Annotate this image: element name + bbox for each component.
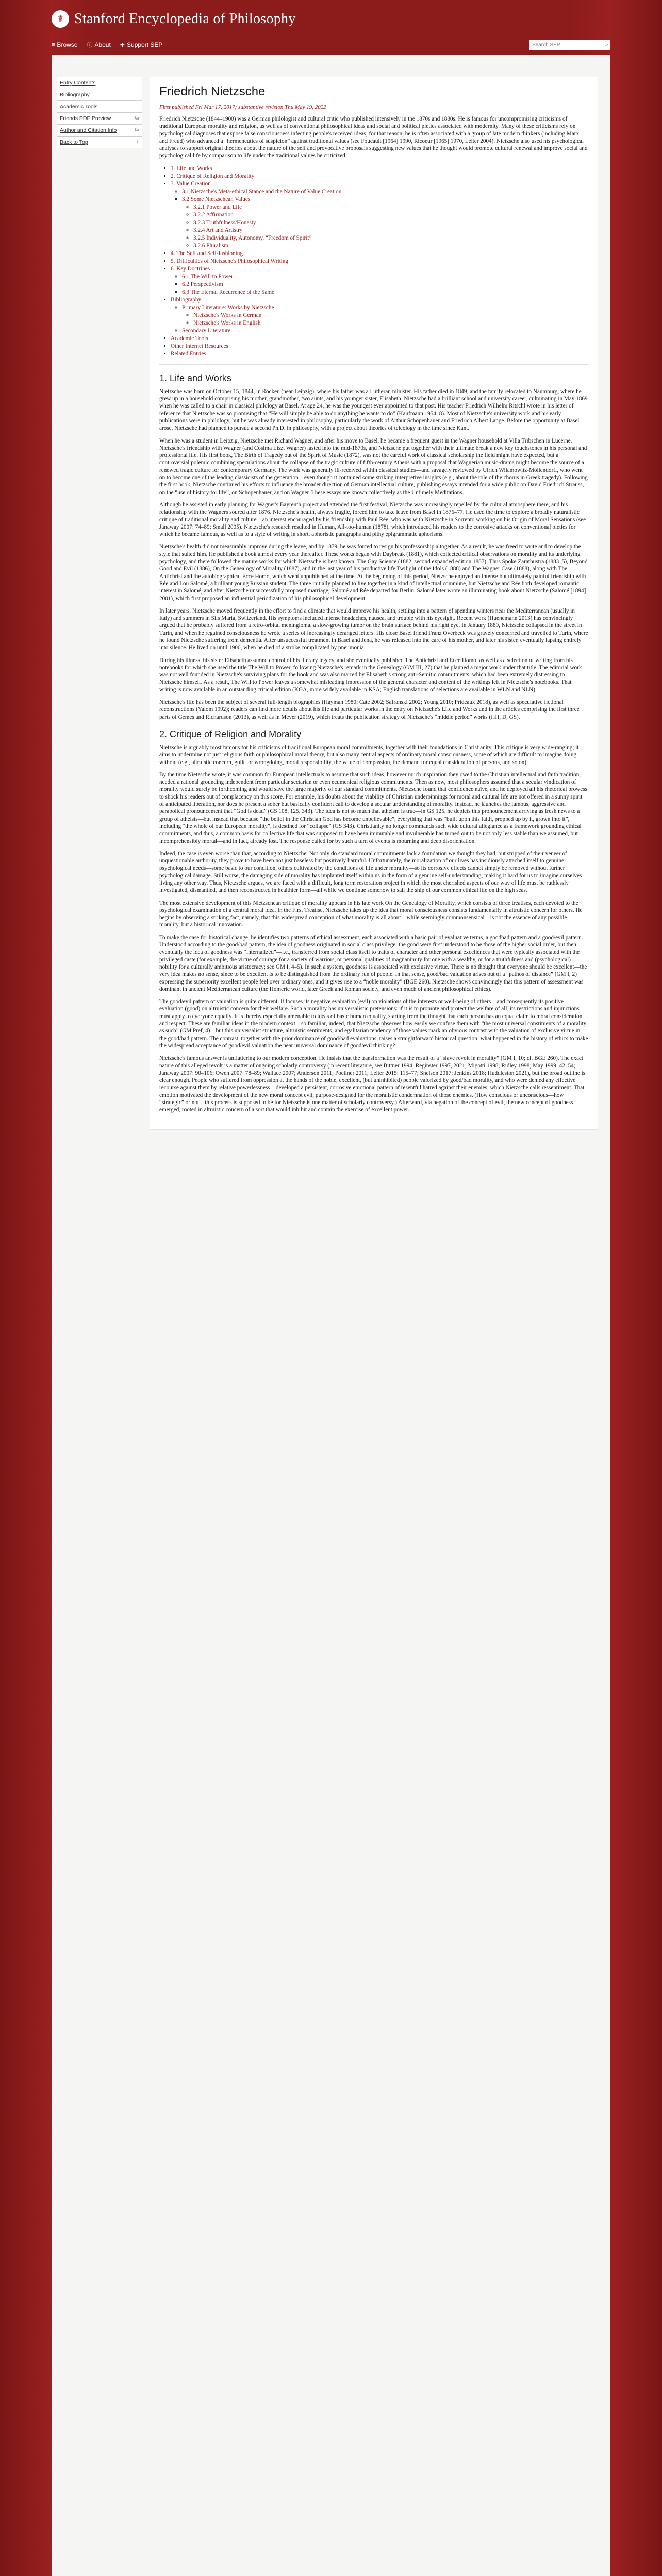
- nav-about[interactable]: [87, 41, 110, 49]
- sidebar-item-back-to-top[interactable]: [57, 136, 142, 148]
- toc-link[interactable]: 3.2.5 Individuality, Autonomy, “Freedom of Spirit”: [193, 234, 312, 241]
- toc-link[interactable]: 6.2 Perspectivism: [182, 281, 223, 287]
- toc-link[interactable]: 3.2.2 Affirmation: [193, 211, 234, 218]
- toc-link[interactable]: Nietzsche's Works in German: [193, 312, 262, 318]
- nav-browse-label: Browse: [57, 41, 78, 48]
- body-paragraph: Indeed, the case is even worse than that, according to Nietzsche. Not only do standard moral commitments lack a foundation we thought they had, but stripped of their veneer of unquestionable authority, they prove to have been not just baseless but positively harmful. Unfortunately, the moralization of our lives has insidiously attached itself to genuine psychological needs—some basic to our condition, others cultivated by the conditions of life under morality—so its corrosive effects cannot simply be removed without further psychological damage. Still worse, the damaging side of morality has implanted itself within us in the form of a genuine self-understanding, making it hard for us to imagine ourselves living any other way. Thus, Nietzsche argues, we are faced with a difficult, long term restoration project in which the most cherished aspects of our way of life must be ruthlessly investigated, dismantled, and then reconstructed in healthier form—all while we continue somehow to sail the ship of our common ethical life on the high seas.: [159, 850, 582, 894]
- toc-link[interactable]: Bibliography: [171, 296, 202, 303]
- toc-link[interactable]: 5. Difficulties of Nietzsche's Philosophical Writing: [171, 258, 288, 264]
- toc-link[interactable]: 3.1 Nietzsche's Meta-ethical Stance and the Nature of Value Creation: [182, 188, 342, 195]
- sidebar-link[interactable]: Author and Citation Info: [60, 127, 117, 133]
- entry-title: Friedrich Nietzsche: [159, 84, 266, 98]
- top-navbar: [52, 37, 610, 53]
- toc-link[interactable]: 6.1 The Will to Power: [182, 273, 233, 280]
- search-input[interactable]: [531, 42, 605, 48]
- body-paragraph: Nietzsche's life has been the subject of several full-length biographies (Hayman 1980; Cate 2002; Safranski 2002; Young 2010; Prideaux 2018), as well as speculative fictional reconstructions (Yalom 1992); readers can find more details about his life and particular works in the entry on Nietzsche's Life and Works and in the articles comprising the first three parts of Gemes and Richardson (2013), as well as in Meyer (2019), which treats the publication strategy of Nietzsche's “middle period” works (HH, D, GS).: [159, 699, 580, 720]
- site-logo[interactable]: [52, 10, 296, 28]
- toc-link[interactable]: Academic Tools: [171, 335, 208, 342]
- section-heading: 2. Critique of Religion and Morality: [159, 728, 302, 739]
- toc-link[interactable]: 3.2.4 Art and Artistry: [193, 227, 243, 233]
- divider: [159, 364, 588, 365]
- toc-link[interactable]: 3. Value Creation: [171, 180, 211, 187]
- page-body: [52, 55, 610, 2576]
- search-icon[interactable]: ⌕: [605, 41, 608, 48]
- body-paragraph: Nietzsche's famous answer is unflattering to our modern conception. He insists that the transformation was the result of a “slave revolt in morality” (GM I, 10; cf. BGE 260). The exact nature of this alleged revolt is a matter of ongoing scholarly controversy (in recent literature, see Bittner 1994; Reginster 1997, 2021; Migotti 1998; Ridley 1998; May 1999: 42–54; Janaway 2007: 90–106; Owen 2007: 78–89; Wallace 2007; Anderson 2011; Poellner 2011; Leiter 2015: 115–77; Snelson 2017; Jenkins 2018; Huddleston 2021), but the broad outline is clear enough. People who suffered from oppression at the hands of the noble, excellent, (but uninhibited) people valorized by good/bad morality, and who were denied any effective recourse against them by relative powerlessness—developed a persistent, corrosive emotional pattern of resentful hatred against their enemies, which Nietzsche calls ressentiment. That emotion motivated the development of the new moral concept evil, purpose-designed for the moralistic condemnation of those enemies. (How conscious or unconscious—how “strategic” or not—this process is supposed to be for Nietzsche is one matter of scholarly controversy.) Afterward, via negation of the concept of evil, the new concept of goodness emerged, rooted in altruistic concern of a sort that would inhibit and contain the exercise of excellent power.: [159, 1055, 586, 1113]
- sidebar-link[interactable]: Back to Top: [60, 139, 88, 145]
- sidebar-link[interactable]: Friends PDF Preview: [60, 115, 111, 122]
- nav-about-label: About: [94, 41, 111, 48]
- body-paragraph: The most extensive development of this Nietzschean critique of morality appears in his late work On the Genealogy of Morality, which consists of three treatises, each devoted to the psychological examination of a central moral idea. In the First Treatise, Nietzsche takes up the idea that moral consciousness consists fundamentally in altruistic concern for others. He begins by observing a striking fact, namely, that this widespread conception of what morality is all about—while seemingly commonsensical—is not the essence of any possible morality, but a historical innovation.: [159, 900, 583, 928]
- toc-link[interactable]: 3.2.6 Pluralism: [193, 242, 229, 249]
- sidebar-item-pdf-preview[interactable]: [57, 112, 142, 124]
- body-paragraph: The good/evil pattern of valuation is quite different. It focuses its negative evaluation (evil) on violations of the interests or well-being of others—and consequently its positive evaluation (good) on altruistic concern for their welfare. Such a morality has universalistic pretensions: if it is to promote and protect the welfare of all, its restrictions and injunctions must apply to everyone equally. It is thereby especially amenable to ideas of basic human equality, starting from the thought that each person has an equal claim to moral consideration and respect. These are familiar ideas in the modern context—so familiar, indeed, that Nietzsche observes how easily we confuse them with “the most universal constituents of a morality as such” (GM Pref, 4)—but this universalist structure, altruistic sentiments, and egalitarian tendency of those values mark an obvious contrast with the valuation of exclusive virtue in the good/bad pattern. The contrast, together with the prior dominance of good/bad evaluations, raises a straightforward historical question: what happened in the history of ethics to make the widespread acceptance of good/evil valuation the near universal dominance of good/evil thinking?: [159, 998, 588, 1049]
- body-paragraph: During his illness, his sister Elisabeth assumed control of his literary legacy, and she eventually published The Antichrist and Ecce Homo, as well as a selection of writing from his notebooks for which she used the title The Will to Power, following Nietzsche's remark in the Genealogy (GM III, 27) that he planned a major work under that title. The editorial work was not well founded in Nietzsche's surviving plans for the book and was also marred by Elisabeth's strong anti-Semitic commitments, which had been extremely distressing to Nietzsche himself. As a result, The Will to Power leaves a somewhat misleading impression of the general character and content of the writings left in Nietzsche's notebooks. That writing is now available in an outstanding critical edition (KGA, more widely available in KSA; English translations of selections are available in WLN and NLN).: [159, 657, 582, 693]
- toc-link[interactable]: 2. Critique of Religion and Morality: [171, 173, 255, 179]
- sidebar-item-academic-tools[interactable]: [57, 100, 142, 112]
- site-header: [0, 0, 662, 54]
- entry-sidebar: [57, 77, 142, 148]
- publication-info: First published Fri Mar 17, 2017; substantive revision Thu May 19, 2022: [159, 104, 326, 110]
- arrow-up-icon: ↑: [136, 139, 139, 145]
- info-icon: ⓘ: [87, 42, 93, 48]
- body-paragraph: When he was a student in Leipzig, Nietzsche met Richard Wagner, and after his move to Basel, he became a frequent guest in the Wagner household at Villa Tribschen in Lucerne. Nietzsche's friendship with Wagner (and Cosima Liszt Wagner) lasted into the mid-1870s, and Nietzsche put together with their ultimate break a new key touchstones in his personal and professional life. His first book, The Birth of Tragedy out of the Spirit of Music (1872), was not the careful work of classical scholarship the field might have expected, but a controversial polemic combining speculations about the collapse of the tragic culture of fifth-century Athens with a proposal that Wagnerian music-drama might become the source of a renewed tragic culture for contemporary Germany. The work was generally ill-received within classical studies—and savagely reviewed by Ulrich Wilamowitz-Möllendorff, who went on to become one of the leading classicists of the generation—even though it contained some striking interpretive insights (e.g., about the role of the chorus in Greek tragedy). Following the first book, Nietzsche continued his efforts to influence the broader direction of German intellectual culture, publishing essays intended for a wide public on David Friedrich Strauss, on the “use of history for life”, on Schopenhauer, and on Wagner. These essays are known collectively as the Untimely Meditations.: [159, 437, 588, 496]
- toc-link[interactable]: 6. Key Doctrines: [171, 265, 210, 272]
- nav-support[interactable]: [120, 41, 163, 48]
- body-paragraph: Nietzsche was born on October 15, 1844, in Röcken (near Leipzig), where his father was a Lutheran minister. His father died in 1849, and the family relocated to Naumburg, where he grew up in a household comprising his mother, grandmother, two aunts, and his younger sister, Elisabeth. Nietzsche had a brilliant school and university career, culminating in May 1869 when he was called to a chair in classical philology at Basel. At age 24, he was the youngest ever appointed to that post. His teacher Friedrich Wilhelm Ritschl wrote in his letter of reference that Nietzsche was so promising that “He will simply be able to do anything he wants to do” (Kaufmann 1954: 8). Most of Nietzsche's university work and his early publications were in philology, but he was already interested in philosophy, particularly the work of Arthur Schopenhauer and Friedrich Albert Lange. Before the opportunity at Basel arose, Nietzsche had planned to pursue a second Ph.D. in philosophy, with a project about theories of teleology in the time since Kant.: [159, 388, 588, 432]
- body-paragraph: Although he assisted in early planning for Wagner's Bayreuth project and attended the first festival, Nietzsche was increasingly repelled by the cultural atmosphere there, and his relationship with the Wagners soured after 1876. Nietzsche's health, always fragile, forced him to take leave from Basel in 1876–77. He used the time to explore a broadly naturalistic critique of traditional morality and culture—an interest encouraged by his friendship with Paul Rée, who was with Nietzsche in Sorrento working on his Origin of Moral Sensations (see Janaway 2007: 74–89; Small 2005). Nietzsche's research resulted in Human, All-too-human (1878), which introduced his readers to the corrosive attacks on conventional pieties for which he became famous, as well as to a style of writing in short, aphoristic paragraphs and pithy epigrammatic aphorisms.: [159, 501, 586, 538]
- external-link-icon: ⧉: [135, 127, 139, 133]
- toc-link[interactable]: Nietzsche's Works in English: [193, 319, 261, 326]
- toc-link[interactable]: Secondary Literature: [182, 327, 231, 334]
- body-paragraph: Nietzsche's health did not measurably improve during the leave, and by 1879, he was forced to resign his professorship altogether. As a result, he was freed to write and to develop the style that suited him. He published a book almost every year thereafter. These works began with Daybreak (1881), which collected critical observations on morality and its underlying psychology, and there followed the mature works for which Nietzsche is best known: The Gay Science (1882, second expanded edition 1887), Thus Spoke Zarathustra (1883–5), Beyond Good and Evil (1886), On the Genealogy of Morality (1887), and in the last year of his productive life Twilight of the Idols (1888) and The Wagner Case (1888), along with The Antichrist and the autobiographical Ecce Homo, which went unpublished at the time. At the beginning of this period, Nietzsche enjoyed an intense but ultimately painful friendship with Rée and Lou Salomé, a brilliant young Russian student. The three initially planned to live together in a kind of intellectual commune, but Nietzsche and Rée both developed romantic interest in Salomé, and after Nietzsche unsuccessfully proposed marriage, Salomé and Rée departed for Berlin. Salomé later wrote an illuminating book about Nietzsche (Salomé [1894] 2001), which first proposed an influential periodization of his philosophical development.: [159, 544, 588, 602]
- toc-link[interactable]: Related Entries: [171, 350, 206, 357]
- plus-icon: ✚: [120, 42, 125, 48]
- nav-browse[interactable]: [52, 41, 77, 48]
- body-paragraph: In later years, Nietzsche moved frequently in the effort to find a climate that would improve his health, settling into a pattern of spending winters near the Mediterranean (usually in Italy) and summers in Sils Maria, Switzerland. His symptoms included intense headaches, nausea, and trouble with his eyesight. Recent work (Huenemann 2013) has convincingly argued that he probably suffered from a retro-orbital meningioma, a slow-growing tumor on the brain surface behind his right eye. In January 1889, Nietzsche collapsed in the street in Turin, and when he regained consciousness he wrote a series of increasingly deranged letters. His close Basel friend Franz Overbeck was gravely concerned and travelled to Turin, where he found Nietzsche suffering from dementia. After unsuccessful treatment in Basel and Jena, he was released into the care of his mother, and later his sister, eventually lapsing entirely into silence. He lived on until 1900, when he died of a stroke complicated by pneumonia.: [159, 607, 588, 651]
- toc-link[interactable]: 6.3 The Eternal Recurrence of the Same: [182, 289, 275, 295]
- body-paragraph: Nietzsche is arguably most famous for his criticisms of traditional European moral commitments, together with their foundations in Christianity. This critique is very wide-ranging; it aims to undermine not just religious faith or philosophical moral theory, but also many central aspects of ordinary moral consciousness, some of which are difficult to imagine doing without (e.g., altruistic concern, guilt for wrongdoing, moral responsibility, the value of compassion, the demand for equal consideration of persons, and so on).: [159, 744, 579, 766]
- menu-icon: ≡: [52, 42, 55, 48]
- sidebar-item-bibliography[interactable]: [57, 89, 142, 100]
- toc-link[interactable]: Other Internet Resources: [171, 343, 228, 349]
- toc-link[interactable]: 3.2.3 Truthfulness/Honesty: [193, 219, 256, 226]
- sidebar-item-entry-contents[interactable]: [57, 77, 142, 89]
- toc-link[interactable]: 1. Life and Works: [171, 165, 212, 172]
- sidebar-link[interactable]: Entry Contents: [60, 80, 96, 86]
- sidebar-link[interactable]: Academic Tools: [60, 104, 98, 110]
- external-link-icon: ⧉: [135, 115, 139, 121]
- body-paragraph: To make the case for historical change, he identifies two patterns of ethical assessment, each associated with a basic pair of evaluative terms, a goodbad pattern and a good/evil pattern. Understood according to the good/bad pattern, the idea of goodness originated in social class privilege: the good were first understood to be those of the higher social order, but then eventually the idea of goodness was “internalized”—i.e., transferred from social class itself to traits of character and other personal excellences that were typically associated with the privileged caste (for example, the virtue of courage for a society of warriors, or personal qualities of magnanimity for one with a wealthy, or for a truthfulness and (psychological) nobility for a culturally ambitious aristocracy; see GM I, 4–5). In such a system, goodness is associated with exclusive virtue. There is no thought that everyone should be excellent—the very idea makes no sense, since to be excellent is to be distinguished from the ordinary run of people. In that sense, good/bad valuation arises out of a “pathos of distance” (GM I, 2) expressing the superiority excellent people feel over ordinary ones, and it gives rise to a “noble morality” (BGE 260). Nietzsche shows convincingly that this pattern of assessment was dominant in ancient Mediterranean culture (the Homeric world, later Greek and Roman society, and even much of ancient philosophical ethics).: [159, 934, 587, 992]
- sidebar-item-citation-info[interactable]: [57, 124, 142, 136]
- toc-link[interactable]: 3.2 Some Nietzschean Values: [182, 196, 251, 202]
- toc-link[interactable]: 3.2.1 Power and Life: [193, 204, 242, 210]
- toc-link[interactable]: 4. The Self and Self-fashioning: [171, 250, 243, 257]
- nav-support-label: Support SEP: [127, 41, 163, 48]
- table-of-contents: [159, 165, 588, 358]
- body-paragraph: By the time Nietzsche wrote, it was common for European intellectuals to assume that such ideas, however much inspiration they owed to the Christian intellectual and faith tradition, needed a rational grounding independent from particular sectarian or even ecumenical religious commitments. Then as now, most philosophers assumed that a secular vindication of morality would surely be forthcoming and would save the large majority of our standard commitments. Nietzsche found that confidence naïve, and he deployed all his rhetorical prowess to shock his readers out of complacency on this score. For example, his doubts about the viability of Christian underpinnings for moral and cultural life are not offered in a sunny spirit of anticipated liberation, nor does he present a sober but basically confident call to develop a secular understanding of morality. Instead, he launches the famous, aggressive and parabolical pronouncement that “God is dead” (GS 108, 125, 343). The idea is not so much that atheism is true—in GS 125, he depicts this pronouncement arriving as fresh news to a group of atheists—but instead that because “the belief in the Christian God has become unbelievable”, everything that was “built upon this faith, propped up by it, grown into it”, including “the whole of our European morality”, is destined for “collapse” (GS 343). Christianity no longer commands such wide cultural allegiance as a framework grounding ethical commitments, and thus, a common basis for collective life that was supposed to have been immutable and invulnerable has turned out to be not only less stable than we assumed, but incomprehensibly mortal—and in fact, already lost. The response called for by such a turn of events is mourning and deep disorientation.: [159, 771, 587, 844]
- toc-link[interactable]: Primary Literature: Works by Nietzsche: [182, 304, 274, 311]
- site-title[interactable]: Stanford Encyclopedia of Philosophy: [74, 11, 296, 27]
- sidebar-link[interactable]: Bibliography: [60, 92, 90, 98]
- section-heading: 1. Life and Works: [159, 372, 231, 383]
- intro-paragraph: Friedrich Nietzsche (1844–1900) was a German philologist and cultural critic who published intensively in the 1870s and 1880s. He is famous for uncompromising criticisms of traditional European morality and religion, as well as of conventional philosophical ideas and social and political pieties associated with modernity. Many of these criticisms rely on psychological diagnoses that expose false consciousness infecting people's received ideas; for that reason, he is often associated with a group of late modern thinkers (including Marx and Freud) who advanced a “hermeneutics of suspicion” against traditional values (see Foucault [1964] 1990, Ricoeur [1965] 1970, Leiter 2004). Nietzsche also used his psychological analyses to support original theories about the nature of the self and provocative proposals suggesting new values that he thought would promote cultural renewal and improve social and psychological life by comparison to life under the traditional values he criticized.: [159, 116, 588, 159]
- search-box: [529, 40, 610, 50]
- sep-seal-icon: ☤: [52, 10, 69, 28]
- entry-main: [150, 77, 598, 1130]
